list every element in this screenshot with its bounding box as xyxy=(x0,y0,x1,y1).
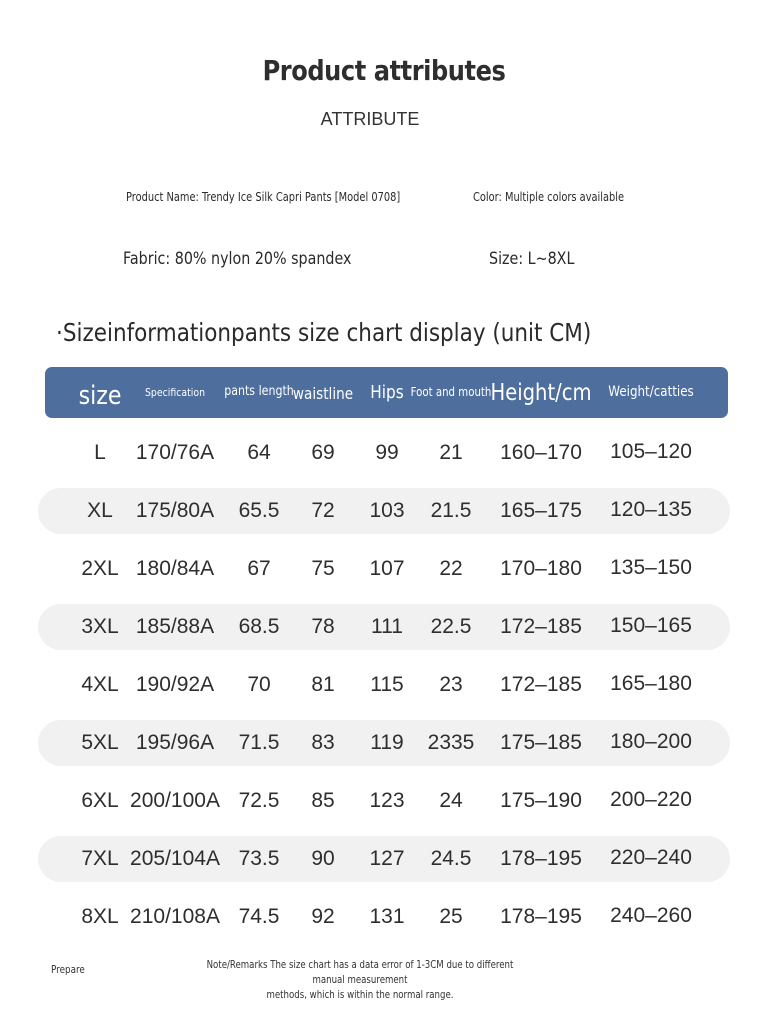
cell-specification: 185/88A xyxy=(135,615,215,638)
cell-weight: 240–260 xyxy=(610,904,692,927)
cell-height: 170–180 xyxy=(500,557,582,580)
cell-size: 4XL xyxy=(81,673,119,696)
cell-height: 172–185 xyxy=(500,673,582,696)
cell-specification: 200/100A xyxy=(130,789,220,812)
cell-specification: 175/80A xyxy=(135,499,215,522)
cell-foot-and-mouth: 24.5 xyxy=(430,847,472,870)
page-subtitle: ATTRIBUTE xyxy=(320,109,420,129)
cell-size: 2XL xyxy=(81,557,119,580)
header-weight: Weight/catties xyxy=(608,384,694,400)
cell-hips: 103 xyxy=(369,499,405,522)
cell-weight: 120–135 xyxy=(610,498,692,521)
cell-height: 175–190 xyxy=(500,789,582,812)
cell-waistline: 90 xyxy=(311,847,335,870)
cell-foot-and-mouth: 25 xyxy=(439,905,463,928)
cell-waistline: 92 xyxy=(311,905,335,928)
cell-size: 5XL xyxy=(81,731,119,754)
cell-foot-and-mouth: 21 xyxy=(439,441,463,464)
cell-height: 165–175 xyxy=(500,499,582,522)
cell-weight: 180–200 xyxy=(610,730,692,753)
cell-hips: 107 xyxy=(369,557,405,580)
cell-waistline: 83 xyxy=(311,731,335,754)
remarks-note-line-1: Note/Remarks The size chart has a data error of 1-3CM due to different manual measurement xyxy=(206,959,514,986)
cell-specification: 205/104A xyxy=(130,847,220,870)
cell-waistline: 75 xyxy=(311,557,335,580)
header-pants-length: pants length xyxy=(224,384,294,399)
header-size: size xyxy=(78,381,122,411)
cell-hips: 123 xyxy=(369,789,405,812)
cell-foot-and-mouth: 23 xyxy=(439,673,463,696)
remarks-note-line-2: methods, which is within the normal range. xyxy=(266,989,454,1001)
cell-size: L xyxy=(94,441,106,464)
cell-pants-length: 68.5 xyxy=(238,615,280,638)
cell-foot-and-mouth: 2335 xyxy=(427,731,475,754)
cell-specification: 210/108A xyxy=(130,905,220,928)
remarks-note xyxy=(196,958,524,1003)
cell-pants-length: 74.5 xyxy=(238,905,280,928)
cell-weight: 220–240 xyxy=(610,846,692,869)
header-waistline: waistline xyxy=(292,384,354,403)
cell-pants-length: 67 xyxy=(247,557,271,580)
cell-hips: 99 xyxy=(375,441,399,464)
cell-height: 175–185 xyxy=(500,731,582,754)
prepare-label: Prepare xyxy=(51,963,85,976)
header-specification: Specification xyxy=(144,386,206,399)
cell-weight: 165–180 xyxy=(610,672,692,695)
cell-specification: 195/96A xyxy=(135,731,215,754)
cell-waistline: 72 xyxy=(311,499,335,522)
cell-foot-and-mouth: 22.5 xyxy=(430,615,472,638)
cell-waistline: 78 xyxy=(311,615,335,638)
color-attribute: Color: Multiple colors available xyxy=(473,190,625,204)
cell-size: 6XL xyxy=(81,789,119,812)
cell-specification: 190/92A xyxy=(135,673,215,696)
product-name-attribute: Product Name: Trendy Ice Silk Capri Pants [Model 0708] xyxy=(126,190,401,204)
cell-height: 178–195 xyxy=(500,905,582,928)
cell-height: 172–185 xyxy=(500,615,582,638)
cell-weight: 150–165 xyxy=(610,614,692,637)
cell-hips: 119 xyxy=(370,731,404,754)
cell-foot-and-mouth: 24 xyxy=(439,789,463,812)
cell-specification: 180/84A xyxy=(135,557,215,580)
cell-foot-and-mouth: 21.5 xyxy=(430,499,472,522)
cell-hips: 111 xyxy=(371,615,403,638)
cell-pants-length: 72.5 xyxy=(238,789,280,812)
cell-pants-length: 65.5 xyxy=(238,499,280,522)
size-chart-heading: ·Sizeinformationpants size chart display (unit CM) xyxy=(56,318,592,347)
cell-pants-length: 70 xyxy=(247,673,271,696)
cell-waistline: 81 xyxy=(311,673,335,696)
size-attribute: Size: L~8XL xyxy=(489,249,575,269)
cell-size: 3XL xyxy=(81,615,119,638)
cell-height: 160–170 xyxy=(500,441,582,464)
cell-size: XL xyxy=(87,499,113,522)
cell-pants-length: 73.5 xyxy=(238,847,280,870)
cell-size: 7XL xyxy=(81,847,119,870)
cell-specification: 170/76A xyxy=(135,441,215,464)
cell-hips: 127 xyxy=(369,847,405,870)
cell-foot-and-mouth: 22 xyxy=(439,557,463,580)
fabric-attribute: Fabric: 80% nylon 20% spandex xyxy=(123,249,352,269)
cell-hips: 131 xyxy=(369,905,405,928)
header-foot-and-mouth: Foot and mouth xyxy=(410,385,492,399)
cell-weight: 135–150 xyxy=(610,556,692,579)
header-height: Height/cm xyxy=(490,380,592,406)
cell-waistline: 69 xyxy=(311,441,335,464)
cell-size: 8XL xyxy=(81,905,119,928)
cell-pants-length: 71.5 xyxy=(238,731,280,754)
cell-pants-length: 64 xyxy=(247,441,271,464)
cell-waistline: 85 xyxy=(311,789,335,812)
cell-hips: 115 xyxy=(370,673,404,696)
cell-weight: 200–220 xyxy=(610,788,692,811)
header-hips: Hips xyxy=(370,382,404,403)
cell-weight: 105–120 xyxy=(610,440,692,463)
cell-height: 178–195 xyxy=(500,847,582,870)
page-title: Product attributes xyxy=(262,54,506,87)
